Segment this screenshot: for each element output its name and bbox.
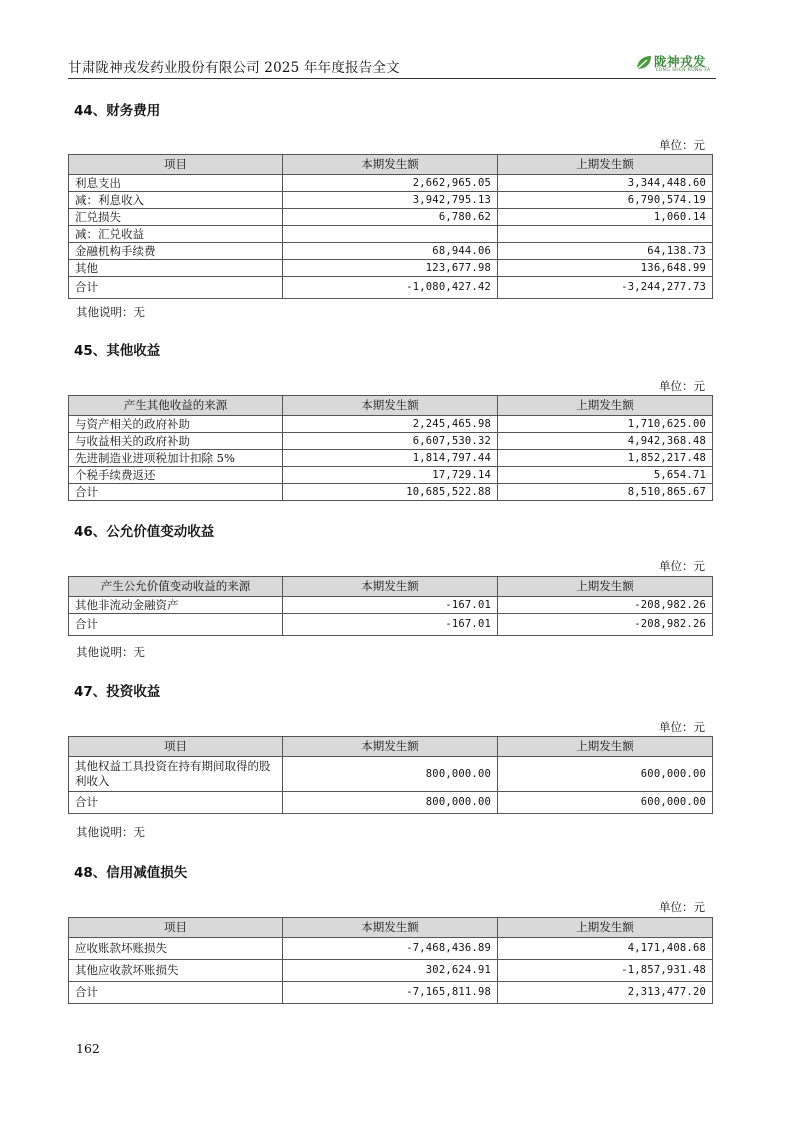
table-row [69,209,713,226]
row-label: 合计 [69,614,283,636]
table-row [69,192,713,209]
current-amount: 123,677.98 [283,260,498,277]
table-header-row [69,918,713,938]
page-header [68,50,716,79]
row-label: 与资产相关的政府补助 [69,416,283,433]
current-amount: 800,000.00 [283,757,498,792]
prior-amount: 3,344,448.60 [498,175,713,192]
section-46-unit: 单位：元 [659,559,705,573]
prior-amount: 136,648.99 [498,260,713,277]
column-header: 上期发生额 [498,155,713,175]
row-label: 金融机构手续费 [69,243,283,260]
column-header: 本期发生额 [283,155,498,175]
section-47-unit: 单位：元 [659,720,705,734]
prior-amount: 8,510,865.67 [498,484,713,501]
table-row [69,433,713,450]
current-amount: 6,780.62 [283,209,498,226]
current-amount [283,226,498,243]
prior-amount: -3,244,277.73 [498,277,713,299]
table-header-row [69,577,713,597]
credit-impairment-table [68,917,713,1004]
page-number: 162 [76,1041,100,1056]
prior-amount: 600,000.00 [498,757,713,792]
table-row [69,175,713,192]
row-label: 个税手续费返还 [69,467,283,484]
table-header-row [69,396,713,416]
row-label: 其他应收款坏账损失 [69,960,283,982]
current-amount: -167.01 [283,614,498,636]
section-46-note: 其他说明：无 [76,645,145,659]
section-45-unit: 单位：元 [659,379,705,393]
section-48-title: 48、信用减值损失 [74,865,188,881]
logo-text-cn: 陇神戎发 [654,54,707,69]
table-row [69,450,713,467]
current-amount: 2,245,465.98 [283,416,498,433]
row-label: 合计 [69,277,283,299]
logo-text-en: LONG SHEN RONG FA [656,68,711,73]
prior-amount [498,226,713,243]
current-amount: 1,814,797.44 [283,450,498,467]
row-label: 其他 [69,260,283,277]
total-row [69,614,713,636]
column-header: 上期发生额 [498,396,713,416]
section-44-title: 44、财务费用 [74,103,161,119]
section-44-note: 其他说明：无 [76,305,145,319]
row-label: 利息支出 [69,175,283,192]
column-header: 项目 [69,918,283,938]
prior-amount: -208,982.26 [498,597,713,614]
prior-amount: 6,790,574.19 [498,192,713,209]
section-44-unit: 单位：元 [659,138,705,152]
prior-amount: 5,654.71 [498,467,713,484]
current-amount: 10,685,522.88 [283,484,498,501]
table-row [69,960,713,982]
column-header: 本期发生额 [283,577,498,597]
row-label: 减：汇兑收益 [69,226,283,243]
prior-amount: 1,060.14 [498,209,713,226]
section-47-note: 其他说明：无 [76,825,145,839]
current-amount: -1,080,427.42 [283,277,498,299]
table-header-row [69,155,713,175]
row-label: 合计 [69,484,283,501]
column-header: 产生公允价值变动收益的来源 [69,577,283,597]
finance-expense-table [68,154,713,299]
row-label: 合计 [69,982,283,1004]
table-header-row [69,737,713,757]
investment-income-table [68,736,713,814]
prior-amount: -1,857,931.48 [498,960,713,982]
current-amount: 6,607,530.32 [283,433,498,450]
current-amount: 302,624.91 [283,960,498,982]
table-row [69,226,713,243]
current-amount: -7,165,811.98 [283,982,498,1004]
prior-amount: 1,852,217.48 [498,450,713,467]
current-amount: 2,662,965.05 [283,175,498,192]
row-label: 应收账款坏账损失 [69,938,283,960]
current-amount: 17,729.14 [283,467,498,484]
prior-amount: 4,942,368.48 [498,433,713,450]
section-46-title: 46、公允价值变动收益 [74,524,215,540]
prior-amount: 2,313,477.20 [498,982,713,1004]
column-header: 上期发生额 [498,918,713,938]
table-row [69,938,713,960]
leaf-logo-icon [634,53,654,73]
report-title: 甘肃陇神戎发药业股份有限公司 2025 年年度报告全文 [68,60,400,76]
column-header: 项目 [69,155,283,175]
column-header: 本期发生额 [283,918,498,938]
fair-value-change-table [68,576,713,636]
section-48-unit: 单位：元 [659,900,705,914]
prior-amount: 4,171,408.68 [498,938,713,960]
current-amount: 800,000.00 [283,792,498,814]
row-label: 其他权益工具投资在持有期间取得的股利收入 [69,757,283,792]
current-amount: 3,942,795.13 [283,192,498,209]
table-row [69,467,713,484]
table-row [69,260,713,277]
prior-amount: -208,982.26 [498,614,713,636]
company-logo [634,52,716,74]
prior-amount: 1,710,625.00 [498,416,713,433]
current-amount: -167.01 [283,597,498,614]
current-amount: 68,944.06 [283,243,498,260]
other-income-table [68,395,713,501]
column-header: 项目 [69,737,283,757]
row-label: 与收益相关的政府补助 [69,433,283,450]
column-header: 上期发生额 [498,737,713,757]
table-row [69,243,713,260]
row-label: 汇兑损失 [69,209,283,226]
prior-amount: 64,138.73 [498,243,713,260]
table-row [69,597,713,614]
column-header: 上期发生额 [498,577,713,597]
section-47-title: 47、投资收益 [74,684,161,700]
table-row [69,757,713,792]
row-label: 减：利息收入 [69,192,283,209]
table-row [69,416,713,433]
total-row [69,982,713,1004]
total-row [69,277,713,299]
column-header: 产生其他收益的来源 [69,396,283,416]
section-45-title: 45、其他收益 [74,343,161,359]
row-label: 先进制造业进项税加计扣除 5% [69,450,283,467]
row-label: 其他非流动金融资产 [69,597,283,614]
total-row [69,792,713,814]
column-header: 本期发生额 [283,737,498,757]
prior-amount: 600,000.00 [498,792,713,814]
total-row [69,484,713,501]
current-amount: -7,468,436.89 [283,938,498,960]
column-header: 本期发生额 [283,396,498,416]
row-label: 合计 [69,792,283,814]
